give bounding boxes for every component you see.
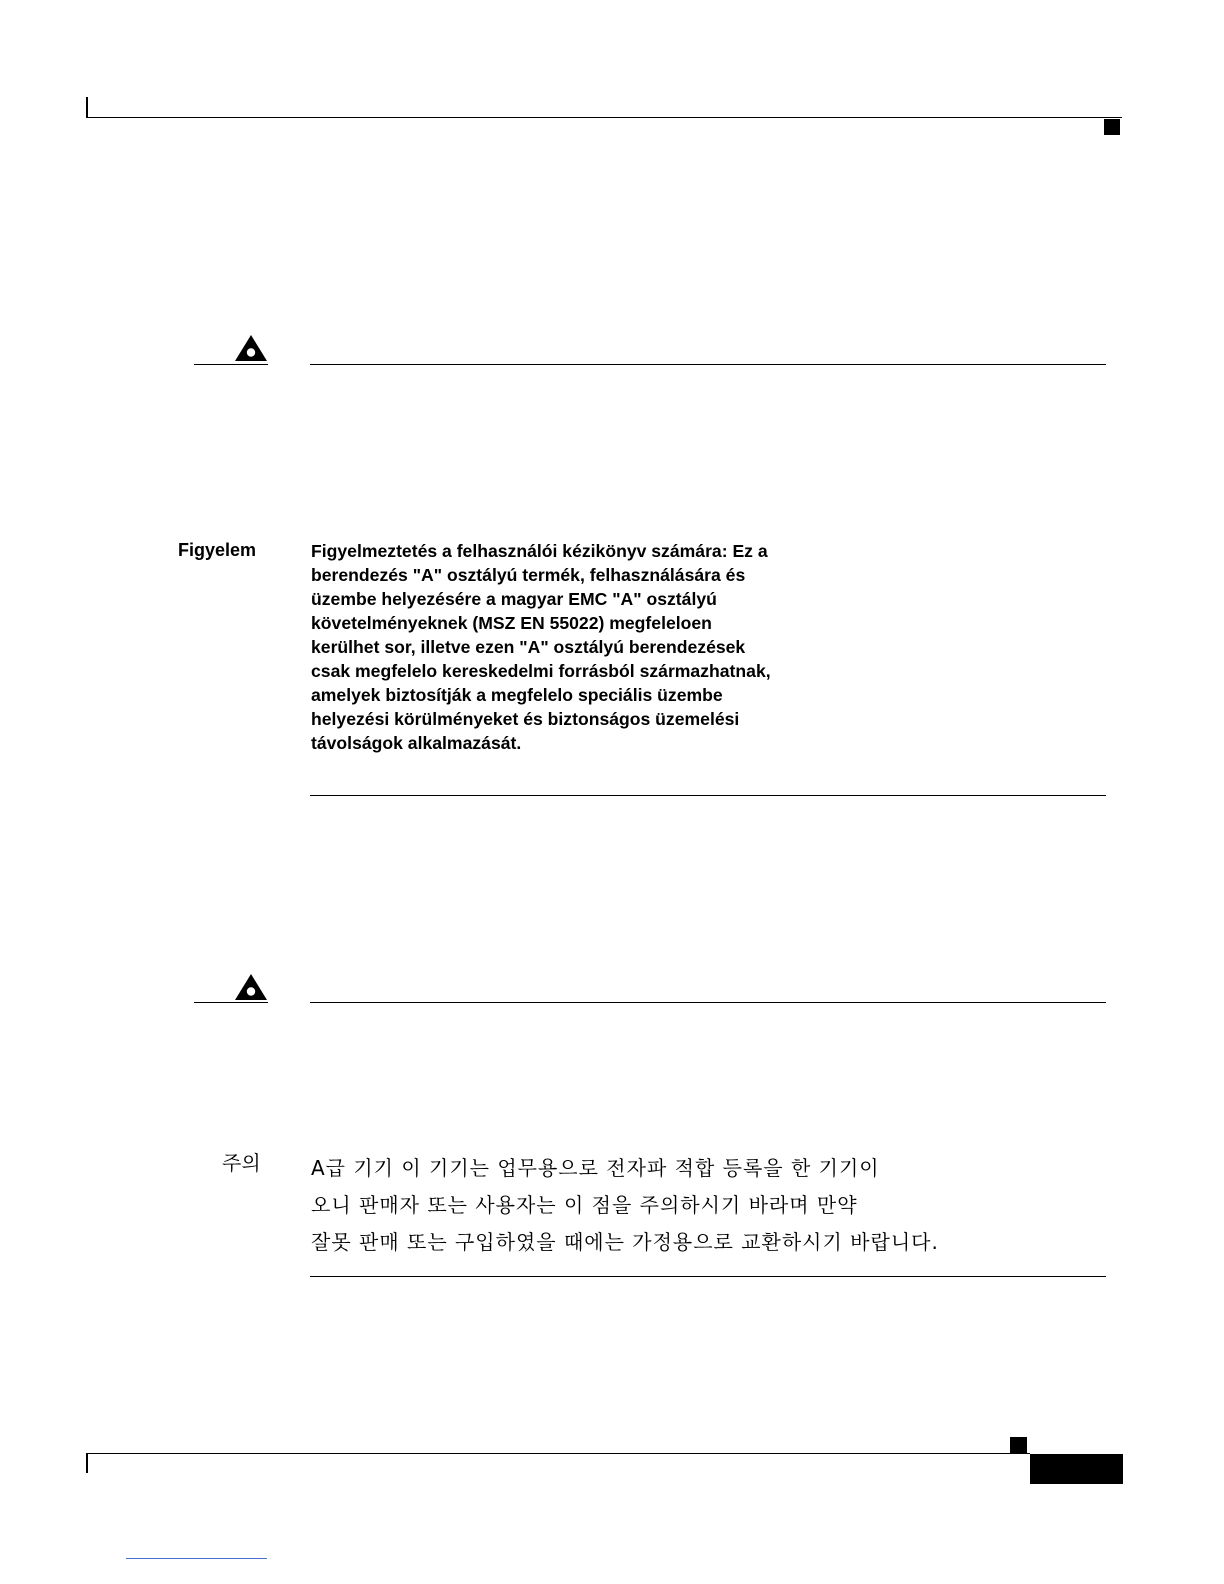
header-marker [1104,119,1120,135]
header-left-tick [86,97,88,118]
warning-line: csak megfelelo kereskedelmi forrásból származhatnak, [311,661,771,681]
warning-line: amelyek biztosítják a megfelelo speciális üzembe [311,685,723,705]
warning-line: 잘못 판매 또는 구입하였을 때에는 가정용으로 교환하시기 바랍니다. [311,1230,939,1254]
section-bottom-rule [310,1276,1106,1277]
warning-line: távolságok alkalmazását. [311,733,522,753]
section-top-rule [310,1002,1106,1003]
warning-line: helyezési körülményeket és biztonságos üzemelési [311,709,740,729]
header-rule [86,117,1122,118]
warning-line: kerülhet sor, illetve ezen "A" osztályú berendezések [311,637,746,657]
footer-marker [1010,1437,1027,1454]
warning-line: üzembe helyezésére a magyar EMC "A" osztályú [311,589,717,609]
warning-label: 주의 [222,1151,261,1175]
footer-rule [86,1453,1030,1454]
page-number-tab [1030,1454,1123,1484]
warning-triangle-icon [233,333,269,363]
footer-link-underline[interactable] [126,1558,267,1559]
warning-text [311,1150,1071,1261]
warning-line: berendezés "A" osztályú termék, felhasználására és [311,565,746,585]
warning-line: 오니 판매자 또는 사용자는 이 점을 주의하시기 바라며 만약 [311,1193,858,1217]
icon-underline [194,364,268,365]
section-bottom-rule [310,795,1106,796]
section-top-rule [310,364,1106,365]
warning-label: Figyelem [178,540,257,560]
icon-underline [194,1002,268,1003]
warning-text [311,539,871,755]
warning-line: A급 기기 이 기기는 업무용으로 전자파 적합 등록을 한 기기이 [311,1156,880,1180]
warning-line: követelményeknek (MSZ EN 55022) megfeleloen [311,613,712,633]
footer-left-tick [86,1454,88,1473]
warning-line: Figyelmeztetés a felhasználói kézikönyv számára: Ez a [311,541,768,561]
warning-triangle-icon [233,972,269,1002]
